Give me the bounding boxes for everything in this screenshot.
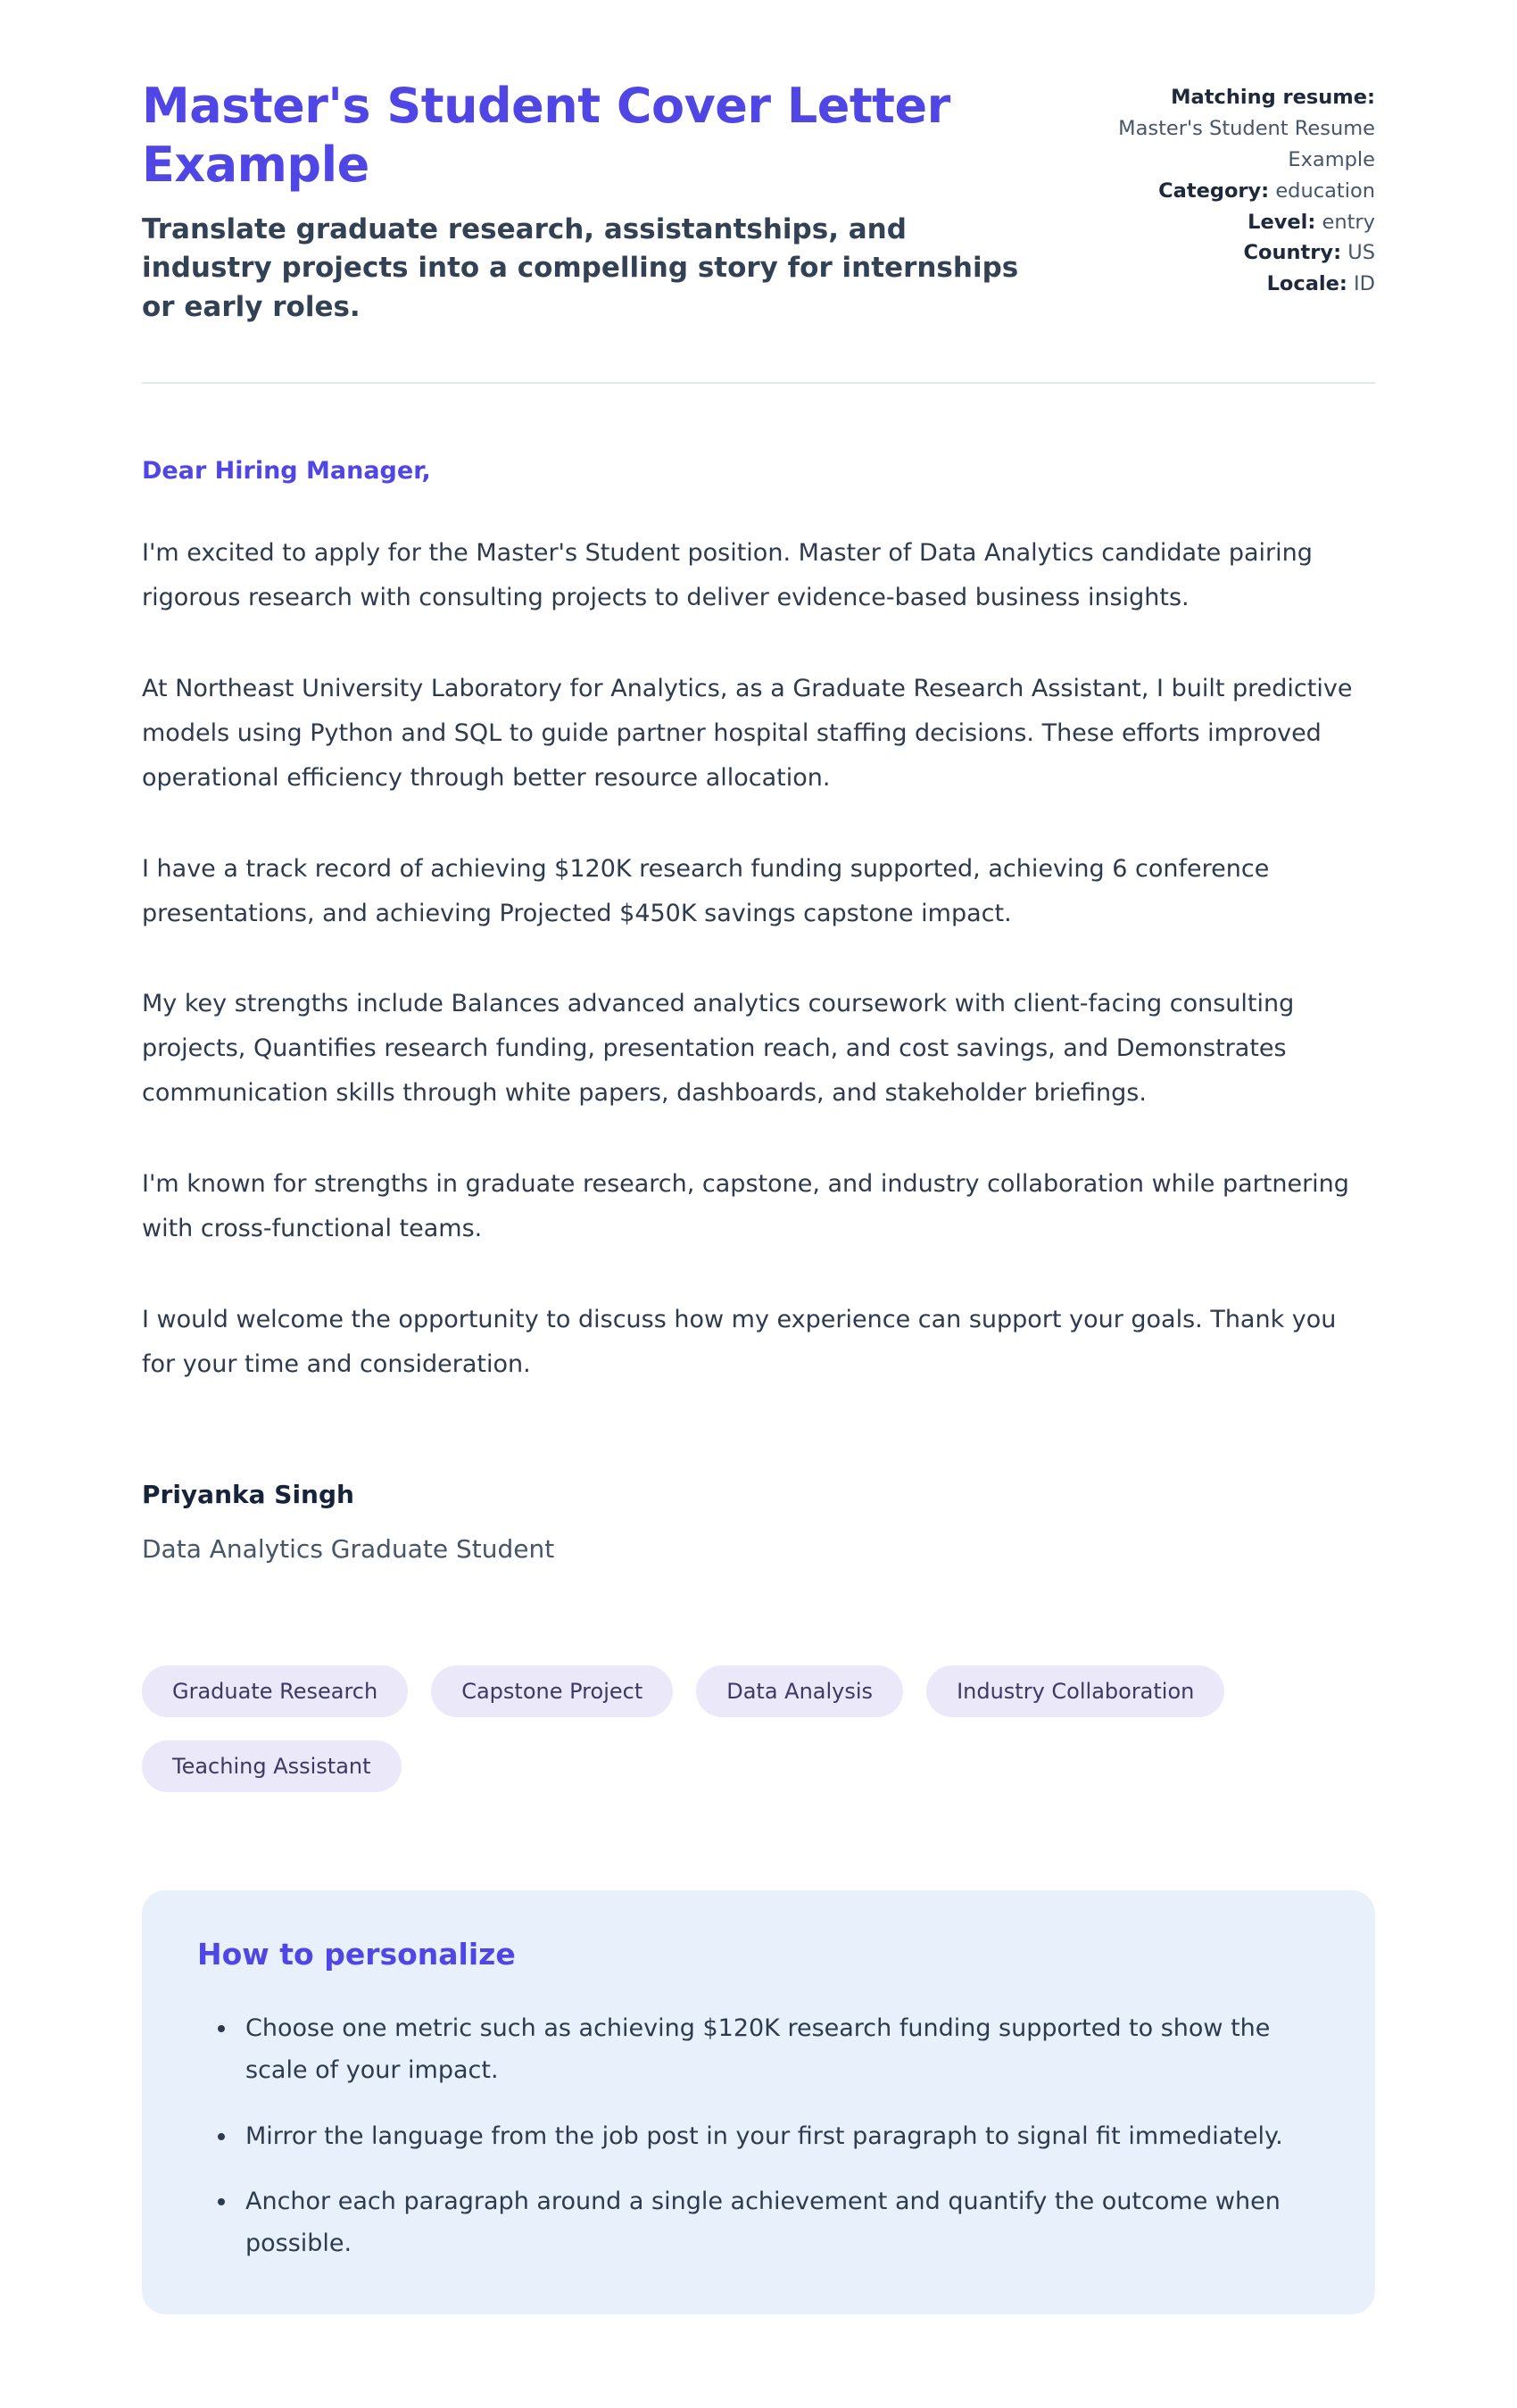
tag-list (142, 1665, 1375, 1792)
signature-title: Data Analytics Graduate Student (142, 1534, 555, 1565)
tag-pill[interactable]: Graduate Research (142, 1665, 408, 1717)
meta-label: Locale: (1266, 272, 1347, 296)
tag-pill[interactable]: Industry Collaboration (926, 1665, 1224, 1717)
tag-pill[interactable]: Data Analysis (696, 1665, 903, 1717)
personalize-tip: • Mirror the language from the job post in your first paragraph to signal fit immediately. (238, 2115, 1325, 2157)
tag-pill[interactable]: Capstone Project (431, 1665, 673, 1717)
meta-row-country (1107, 237, 1375, 269)
meta-row-matching-resume (1107, 82, 1375, 176)
meta-row-locale (1107, 269, 1375, 300)
tag-pill[interactable]: Teaching Assistant (142, 1740, 402, 1792)
salutation: Dear Hiring Manager, (142, 456, 431, 485)
meta-label: Country: (1243, 241, 1342, 265)
letter-paragraph: I have a track record of achieving $120K research funding supported, achieving 6 conference presentations, and achieving Projected $450K savings capstone impact. (142, 854, 1270, 927)
header-title-block (142, 77, 1021, 327)
letter-paragraph: My key strengths include Balances advanced analytics coursework with client-facing consulting projects, Quantifies research funding, presentation reach, and cost savings, and Demonstrates communication skills through white papers, dashboards, and stakeholder briefings. (142, 990, 1295, 1108)
letter-paragraph: I'm excited to apply for the Master's Student position. Master of Data Analytics candidate pairing rigorous research with consulting projects to deliver evidence-based business insights. (142, 538, 1313, 611)
letter-paragraph: I would welcome the opportunity to discuss how my experience can support your goals. Thank you for your time and consideration. (142, 1306, 1337, 1379)
resume-meta (1107, 77, 1375, 300)
meta-value: Master's Student Resume Example (1118, 116, 1375, 171)
page-title: Master's Student Cover Letter Example (142, 78, 950, 193)
page-header (142, 77, 1375, 327)
letter-paragraph: I'm known for strengths in graduate research, capstone, and industry collaboration while partnering with cross-functional teams. (142, 1170, 1349, 1243)
meta-value: ID (1354, 272, 1375, 296)
meta-value: education (1275, 179, 1375, 203)
meta-label: Category: (1158, 179, 1270, 203)
personalize-heading: How to personalize (197, 1937, 516, 1972)
meta-row-level (1107, 207, 1375, 238)
personalize-tip: • Choose one metric such as achieving $120K research funding supported to show the scale of your impact. (238, 2007, 1325, 2092)
meta-label: Matching resume: (1171, 86, 1375, 109)
letter-paragraph: At Northeast University Laboratory for Analytics, as a Graduate Research Assistant, I built predictive models using Python and SQL to guide partner hospital staffing decisions. These efforts improved operational efficiency through better resource allocation. (142, 674, 1353, 792)
cover-letter (142, 457, 1375, 1564)
signature-name: Priyanka Singh (142, 1480, 354, 1510)
divider (142, 382, 1375, 384)
meta-value: US (1347, 241, 1375, 265)
personalize-box (142, 1890, 1375, 2314)
personalize-tip: • Anchor each paragraph around a single achievement and quantify the outcome when possible. (238, 2180, 1325, 2265)
personalize-tips (192, 2007, 1325, 2264)
page-subtitle: Translate graduate research, assistantships, and industry projects into a compelling story for internships or early roles. (142, 212, 1019, 323)
page (142, 0, 1375, 2395)
meta-value: entry (1322, 210, 1375, 234)
meta-row-category (1107, 176, 1375, 207)
meta-label: Level: (1248, 210, 1316, 234)
